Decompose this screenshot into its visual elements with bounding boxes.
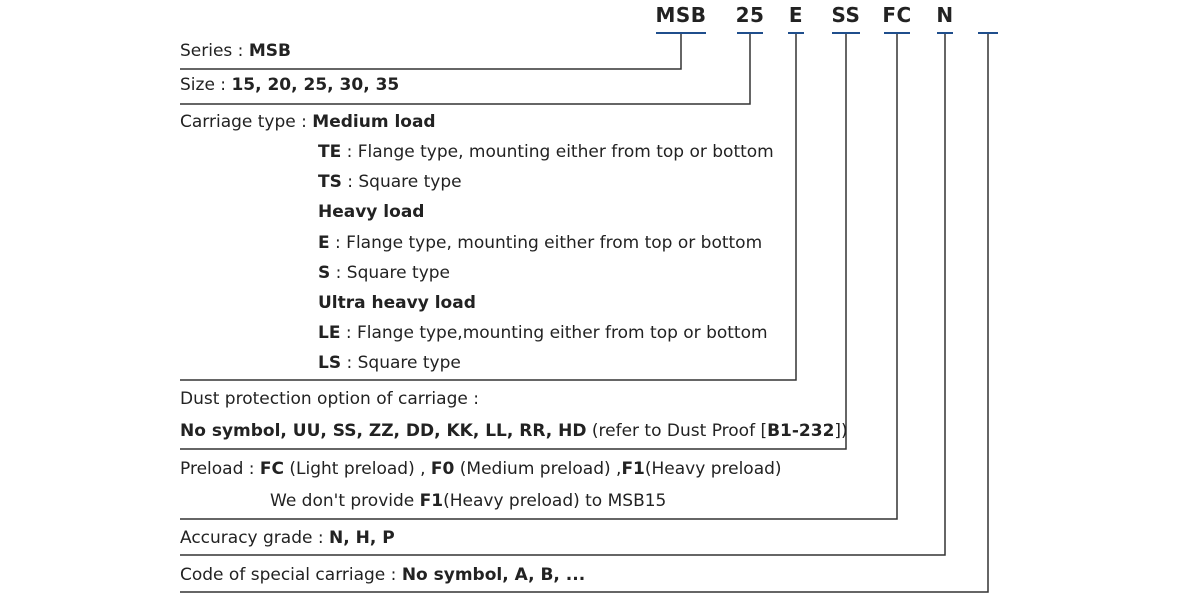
carriage-ts-row xyxy=(318,171,462,193)
carriage-ls-row xyxy=(318,352,461,374)
dust-ref-code: B1-232 xyxy=(767,421,835,441)
carriage-le-row xyxy=(318,322,768,344)
dust-options: No symbol, UU, SS, ZZ, DD, KK, LL, RR, HD xyxy=(180,421,587,441)
size-row xyxy=(180,74,399,96)
series-row xyxy=(180,40,291,62)
preload-leader xyxy=(180,33,897,519)
carriage-label: Carriage type : xyxy=(180,112,307,132)
code-underline-special xyxy=(978,32,998,34)
preload-row xyxy=(180,458,782,480)
code-size: 25 xyxy=(735,3,765,27)
accuracy-row xyxy=(180,527,395,549)
code-dust: SS xyxy=(831,3,861,27)
carriage-te-code: TE xyxy=(318,142,342,162)
preload-note-pre: We don't provide xyxy=(270,491,420,511)
code-series: MSB xyxy=(655,3,707,27)
preload-note-code: F1 xyxy=(419,491,444,511)
size-label: Size : xyxy=(180,75,227,95)
carriage-le-code: LE xyxy=(318,323,341,343)
special-row xyxy=(180,564,585,586)
series-value: MSB xyxy=(248,41,291,61)
carriage-heavy-title: Heavy load xyxy=(318,202,425,222)
size-value: 15, 20, 25, 30, 35 xyxy=(231,75,400,95)
preload-note-row xyxy=(270,490,666,512)
preload-f0-desc: (Medium preload) , xyxy=(454,459,622,479)
special-label: Code of special carriage : xyxy=(180,565,397,585)
special-value: No symbol, A, B, ... xyxy=(401,565,586,585)
carriage-e-desc: : Flange type, mounting either from top or bottom xyxy=(329,233,763,253)
carriage-ts-code: TS xyxy=(318,172,342,192)
carriage-medium-title: Medium load xyxy=(312,112,436,132)
carriage-ls-desc: : Square type xyxy=(341,353,461,373)
carriage-ts-desc: : Square type xyxy=(341,172,462,192)
code-underline-series xyxy=(656,32,706,34)
carriage-te-row xyxy=(318,141,774,163)
carriage-te-desc: : Flange type, mounting either from top or bottom xyxy=(341,142,774,162)
dust-ref-post: ]) xyxy=(834,421,848,441)
code-underline-carriage xyxy=(788,32,804,34)
carriage-le-desc: : Flange type,mounting either from top or bottom xyxy=(340,323,768,343)
code-underline-dust xyxy=(832,32,860,34)
dust-options-row xyxy=(180,420,848,442)
carriage-s-row xyxy=(318,262,450,284)
code-underline-size xyxy=(737,32,763,34)
accuracy-value: N, H, P xyxy=(329,528,395,548)
carriage-ultra-title: Ultra heavy load xyxy=(318,293,476,313)
carriage-s-desc: : Square type xyxy=(330,263,451,283)
accuracy-label: Accuracy grade : xyxy=(180,528,324,548)
dust-label: Dust protection option of carriage : xyxy=(180,389,479,409)
preload-fc-desc: (Light preload) , xyxy=(284,459,431,479)
series-label: Series : xyxy=(180,41,244,61)
code-preload: FC xyxy=(882,3,912,27)
preload-f1-desc: (Heavy preload) xyxy=(644,459,782,479)
carriage-s-code: S xyxy=(318,263,331,283)
code-accuracy: N xyxy=(936,3,954,27)
preload-fc: FC xyxy=(259,459,284,479)
carriage-e-row xyxy=(318,232,762,254)
preload-note-post: (Heavy preload) to MSB15 xyxy=(443,491,667,511)
code-underline-preload xyxy=(884,32,910,34)
code-underline-accuracy xyxy=(937,32,953,34)
carriage-row xyxy=(180,111,436,133)
carriage-ls-code: LS xyxy=(318,353,342,373)
preload-label: Preload : xyxy=(180,459,255,479)
preload-f0: F0 xyxy=(430,459,455,479)
preload-f1: F1 xyxy=(621,459,645,479)
carriage-e-code: E xyxy=(318,233,330,253)
code-carriage: E xyxy=(788,3,804,27)
dust-ref-pre: (refer to Dust Proof [ xyxy=(586,421,768,441)
